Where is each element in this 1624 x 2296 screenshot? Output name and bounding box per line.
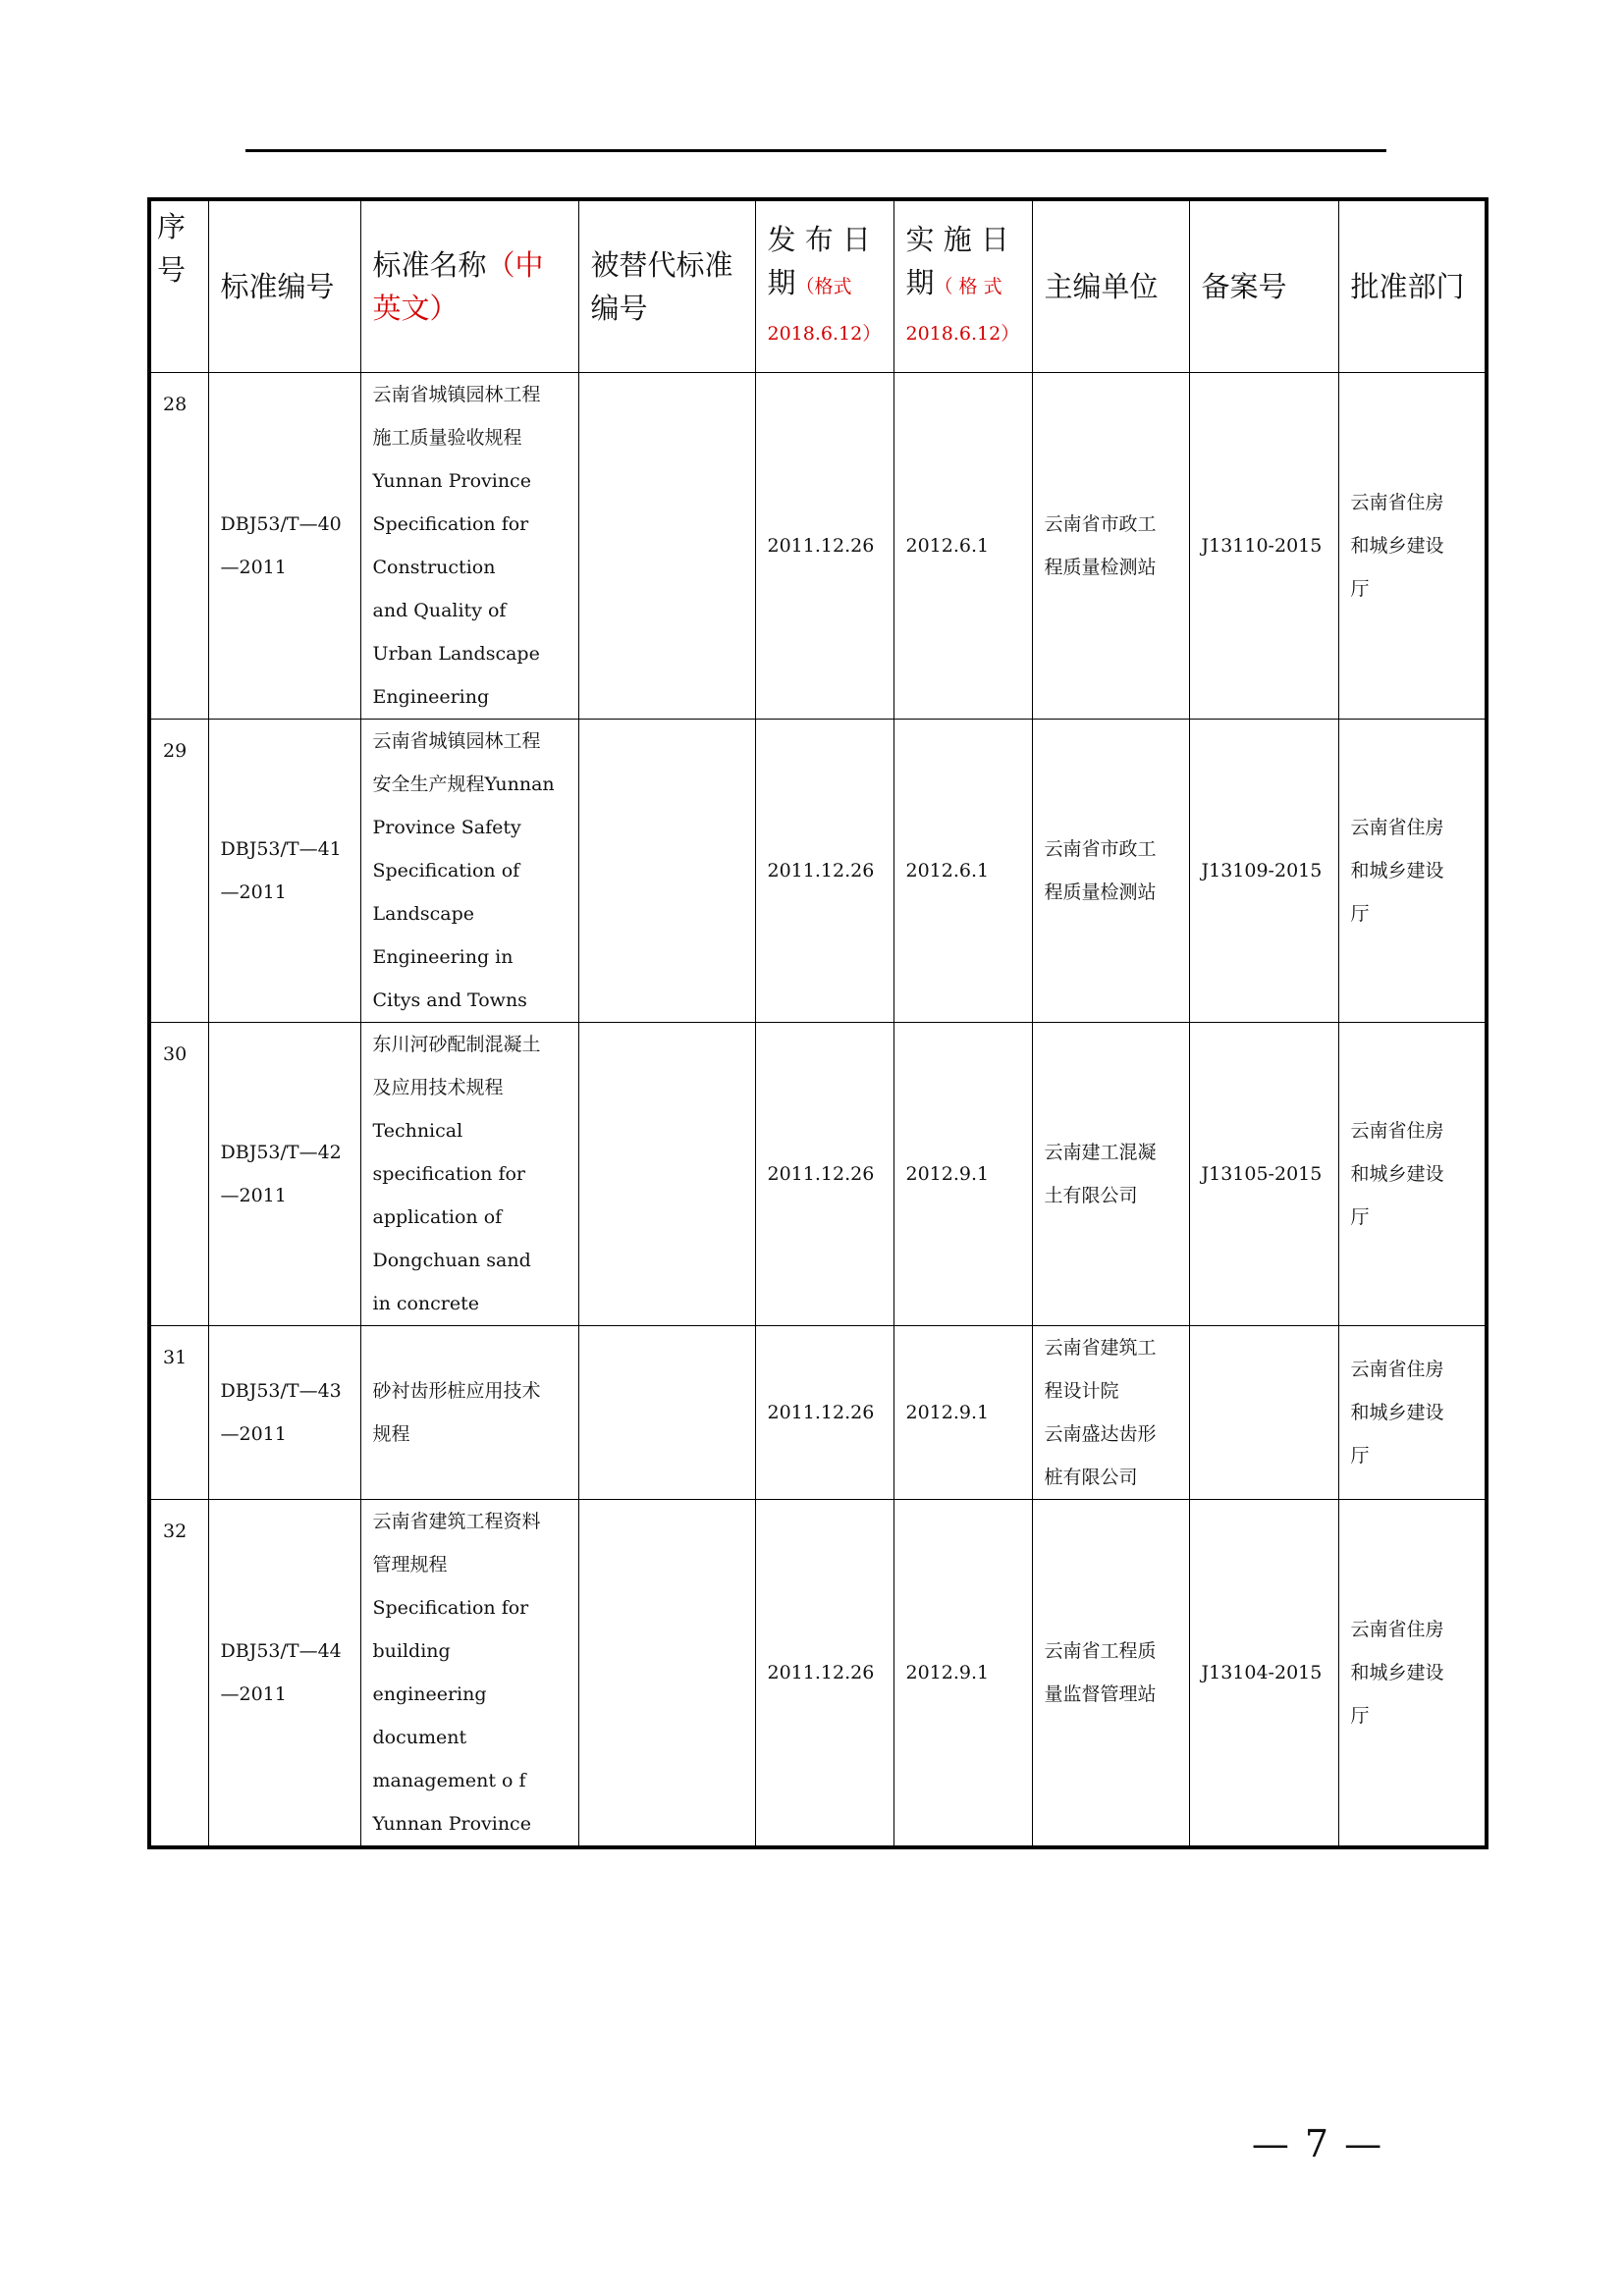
table-row [149,372,1487,719]
effective-date-cell: 2012.9.1 [893,1022,1032,1325]
std-name-cell: 东川河砂配制混凝土 及应用技术规程 Technical specification for application of Dongchuan sand in concrete [360,1022,578,1325]
std-no-cell: DBJ53/T—40 —2011 [208,372,360,719]
editor-cell: 云南省市政工 程质量检测站 [1032,372,1189,719]
publish-date-cell: 2011.12.26 [755,1325,893,1499]
replaced-cell [578,719,755,1022]
col-replaced: 被替代标准编号 [578,199,755,372]
seq-cell: 29 [149,719,208,1022]
replaced-cell [578,1499,755,1847]
table-row [149,719,1487,1022]
std-name-cell: 云南省建筑工程资料 管理规程 Specification for building engineering document management o f Yunnan Province [360,1499,578,1847]
approver-cell: 云南省住房 和城乡建设 厅 [1338,372,1487,719]
col-std-no: 标准编号 [208,199,360,372]
approver-cell: 云南省住房 和城乡建设 厅 [1338,719,1487,1022]
record-no-cell: J13110-2015 [1189,372,1338,719]
record-no-cell: J13105-2015 [1189,1022,1338,1325]
table-row [149,1499,1487,1847]
std-name-cell: 云南省城镇园林工程 施工质量验收规程 Yunnan Province Specification for Construction and Quality of Urban Landscape Engineering [360,372,578,719]
table-row [149,1325,1487,1499]
col-publish-date: 发 布 日期（格式2018.6.12） [755,199,893,372]
effective-format-note: （ 格 式 2018.6.12） [905,275,1020,345]
publish-date-cell: 2011.12.26 [755,1499,893,1847]
page-number: — 7 — [1251,2122,1384,2165]
std-no-cell: DBJ53/T—43 —2011 [208,1325,360,1499]
editor-cell: 云南省市政工 程质量检测站 [1032,719,1189,1022]
col-seq: 序 号 [149,199,208,372]
editor-cell: 云南建工混凝 土有限公司 [1032,1022,1189,1325]
seq-cell: 32 [149,1499,208,1847]
replaced-cell [578,1325,755,1499]
editor-cell: 云南省工程质 量监督管理站 [1032,1499,1189,1847]
publish-date-cell: 2011.12.26 [755,372,893,719]
seq-cell: 31 [149,1325,208,1499]
col-std-name: 标准名称（中英文） [360,199,578,372]
replaced-cell [578,1022,755,1325]
std-no-cell: DBJ53/T—42 —2011 [208,1022,360,1325]
effective-date-cell: 2012.9.1 [893,1499,1032,1847]
effective-date-cell: 2012.6.1 [893,719,1032,1022]
effective-date-cell: 2012.9.1 [893,1325,1032,1499]
col-effective-date: 实 施 日期（ 格 式 2018.6.12） [893,199,1032,372]
col-editor: 主编单位 [1032,199,1189,372]
effective-date-cell: 2012.6.1 [893,372,1032,719]
publish-date-cell: 2011.12.26 [755,719,893,1022]
approver-cell: 云南省住房 和城乡建设 厅 [1338,1499,1487,1847]
std-name-note: （中英文） [372,247,544,325]
header-rule [245,149,1386,152]
editor-cell: 云南省建筑工 程设计院 云南盛达齿形 桩有限公司 [1032,1325,1189,1499]
record-no-cell: J13109-2015 [1189,719,1338,1022]
std-name-cell: 砂衬齿形桩应用技术 规程 [360,1325,578,1499]
std-no-cell: DBJ53/T—44 —2011 [208,1499,360,1847]
table-body [149,372,1487,1847]
table-header-row [149,199,1487,372]
replaced-cell [578,372,755,719]
seq-cell: 30 [149,1022,208,1325]
col-approver: 批准部门 [1338,199,1487,372]
publish-format-note: （格式2018.6.12） [767,275,882,345]
seq-cell: 28 [149,372,208,719]
publish-date-cell: 2011.12.26 [755,1022,893,1325]
col-record-no: 备案号 [1189,199,1338,372]
std-no-cell: DBJ53/T—41 —2011 [208,719,360,1022]
table-row [149,1022,1487,1325]
record-no-cell: J13104-2015 [1189,1499,1338,1847]
approver-cell: 云南省住房 和城乡建设 厅 [1338,1325,1487,1499]
standards-table [147,197,1489,1849]
std-name-cell: 云南省城镇园林工程 安全生产规程Yunnan Province Safety Specification of Landscape Engineering in Citys and Towns [360,719,578,1022]
record-no-cell [1189,1325,1338,1499]
approver-cell: 云南省住房 和城乡建设 厅 [1338,1022,1487,1325]
